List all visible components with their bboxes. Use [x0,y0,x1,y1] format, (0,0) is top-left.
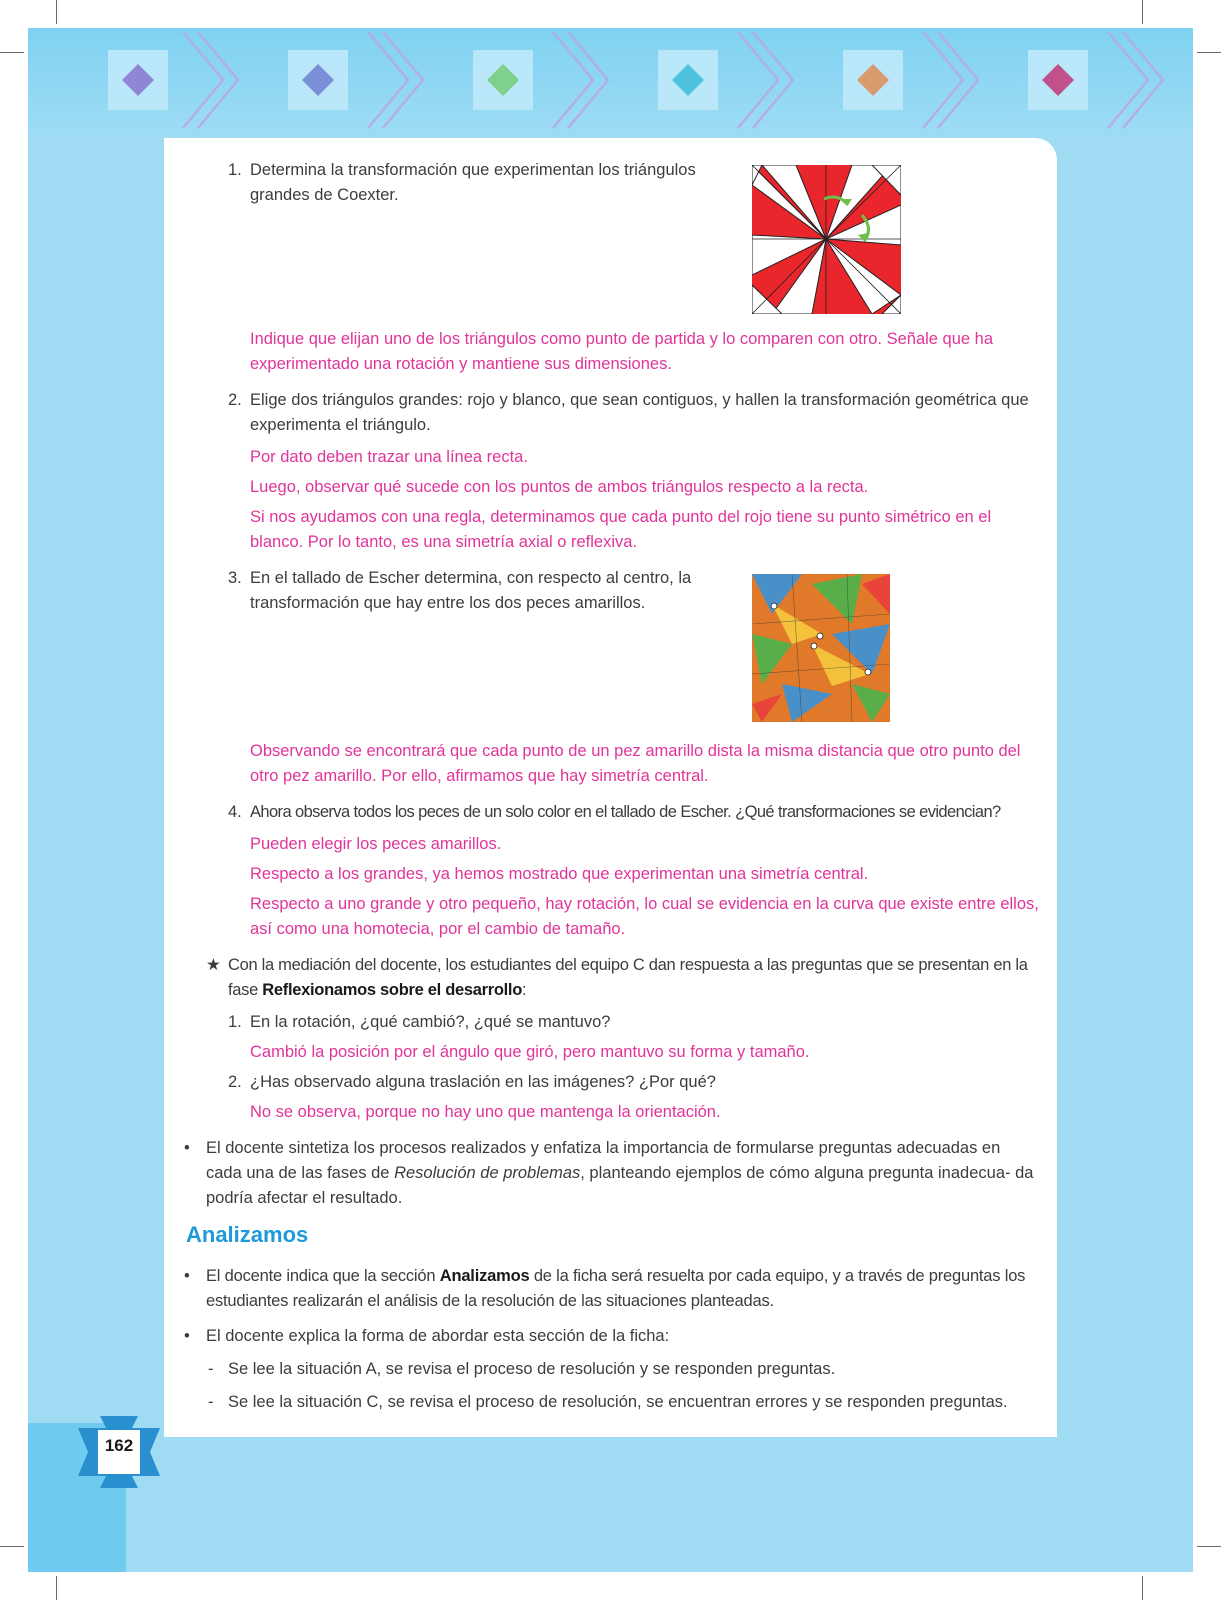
question-number: 4. [228,803,242,821]
crop-mark [1142,1576,1143,1600]
coxeter-triangles-image [752,165,901,314]
crop-mark [0,52,24,53]
answer-text: Por dato deben trazar una línea recta. [250,448,528,466]
bullet-text: El docente explica la forma de abordar esta sección de la ficha: [206,1327,670,1345]
answer-text: Si nos ayudamos con una regla, determinamos que cada punto del rojo tiene su punto simétrico en el blanco. Por lo tanto, es una simetría axial o reflexiva. [250,508,992,551]
question-number: 1. [228,161,242,179]
decorative-pattern-band [28,28,1193,138]
question-text: En la rotación, ¿qué cambió?, ¿qué se mantuvo? [250,1013,611,1031]
crop-mark [1142,0,1143,24]
answer-text: No se observa, porque no hay uno que mantenga la orientación. [250,1103,721,1121]
bullet-icon: • [184,1139,190,1157]
question-text: Ahora observa todos los peces de un solo color en el tallado de Escher. ¿Qué transformaciones se evidencian? [250,803,1001,821]
answer-text: Cambió la posición por el ángulo que giró, pero mantuvo su forma y tamaño. [250,1043,810,1061]
question-number: 1. [228,1013,242,1031]
question-text: ¿Has observado alguna traslación en las imágenes? ¿Por qué? [250,1073,716,1091]
crop-mark [0,1546,24,1547]
question-number: 2. [228,391,242,409]
answer-text: Respecto a los grandes, ya hemos mostrado que experimentan una simetría central. [250,865,869,883]
dash-item-text: Se lee la situación A, se revisa el proceso de resolución y se responden preguntas. [228,1360,836,1378]
star-icon: ★ [206,956,221,974]
answer-text: Pueden elegir los peces amarillos. [250,835,502,853]
star-item-text: Con la mediación del docente, los estudiantes del equipo C dan respuesta a las preguntas que se presentan en la fase Reflexionamos sobre el desarrollo: [228,956,1028,999]
question-text: En el tallado de Escher determina, con respecto al centro, la transformación que hay entre los dos peces amarillos. [250,569,692,612]
crop-mark [1197,52,1221,53]
page-number: 162 [104,1436,134,1455]
question-text: Elige dos triángulos grandes: rojo y blanco, que sean contiguos, y hallen la transformación geométrica que experimenta el triángulo. [250,391,1029,434]
question-text: Determina la transformación que experimentan los triángulos grandes de Coexter. [250,161,696,204]
crop-mark [56,0,57,24]
answer-text: Indique que elijan uno de los triángulos como punto de partida y lo comparen con otro. Señale que ha experimentado una rotación y mantiene sus dimensiones. [250,330,994,373]
dash-item-text: Se lee la situación C, se revisa el proceso de resolución, se encuentran errores y se responden preguntas. [228,1393,1008,1411]
bullet-icon: • [184,1267,190,1285]
answer-text: Luego, observar qué sucede con los puntos de ambos triángulos respecto a la recta. [250,478,869,496]
bullet-text: El docente sintetiza los procesos realizados y enfatiza la importancia de formularse preguntas adecuadas en cada una de las fases de Resolución de problemas, planteando ejemplos de cómo alguna pregunta inadecua- da podría afectar el resultado. [206,1139,1034,1207]
answer-text: Respecto a uno grande y otro pequeño, hay rotación, lo cual se evidencia en la curva que existe entre ellos, así como una homotecia, por el cambio de tamaño. [250,895,1039,938]
escher-fish-image [752,574,890,722]
question-number: 2. [228,1073,242,1091]
crop-mark [56,1576,57,1600]
dash-icon: - [208,1393,214,1411]
question-number: 3. [228,569,242,587]
dash-icon: - [208,1360,214,1378]
bullet-icon: • [184,1327,190,1345]
answer-text: Observando se encontrará que cada punto de un pez amarillo dista la misma distancia que otro punto del otro pez amarillo. Por ello, afirmamos que hay simetría central. [250,742,1021,785]
section-heading: Analizamos [186,1222,309,1247]
bullet-text: El docente indica que la sección Analizamos de la ficha será resuelta por cada equipo, y a través de preguntas los estudiantes realizarán el análisis de la resolución de las situaciones planteadas. [206,1267,1026,1310]
crop-mark [1197,1546,1221,1547]
